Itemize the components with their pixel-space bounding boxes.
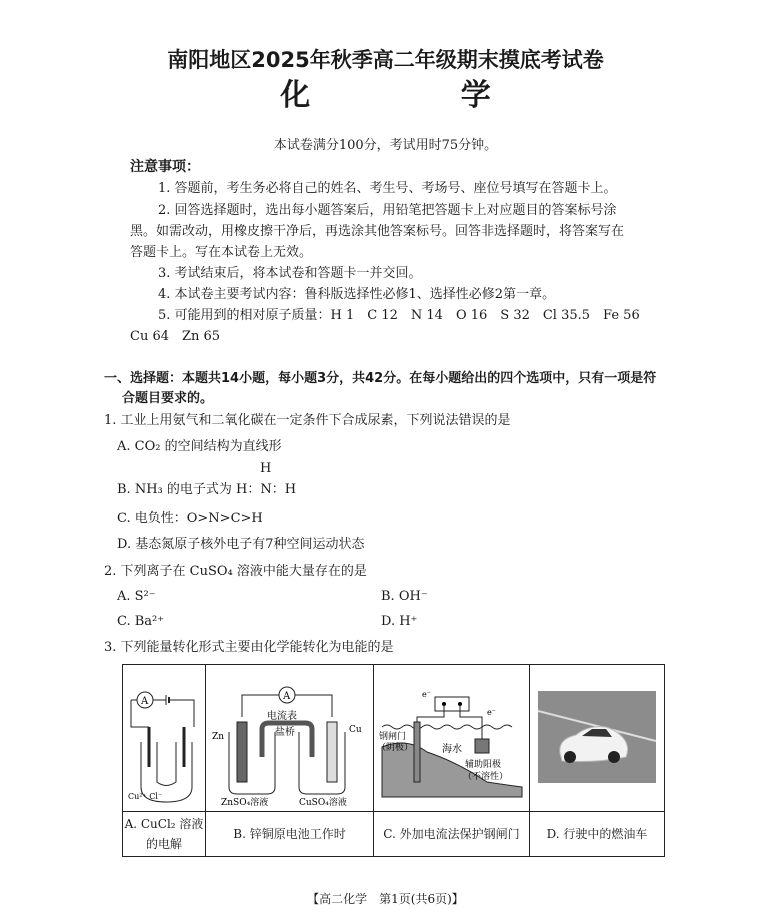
q1-option-b-h: H bbox=[260, 461, 272, 476]
question-3-stem: 3. 下列能量转化形式主要由化学能转化为电能的是 bbox=[104, 640, 394, 655]
svg-text:Cu²⁺ Cl⁻: Cu²⁺ Cl⁻ bbox=[128, 791, 163, 801]
q2-option-b: B. OH⁻ bbox=[381, 589, 428, 604]
q1-option-c: C. 电负性：O>N>C>H bbox=[117, 511, 263, 526]
notice-line: 4. 本试卷主要考试内容：鲁科版选择性必修1、选择性必修2第一章。 bbox=[158, 287, 556, 302]
svg-text:A: A bbox=[283, 690, 291, 702]
svg-text:ZnSO₄溶液: ZnSO₄溶液 bbox=[221, 797, 269, 807]
caption-b: B. 锌铜原电池工作时 bbox=[206, 812, 374, 857]
svg-text:盐桥: 盐桥 bbox=[275, 726, 295, 738]
figure-electrolysis bbox=[123, 665, 206, 812]
svg-text:辅助阳极: 辅助阳极 bbox=[464, 759, 501, 770]
figure-cathodic-protection bbox=[374, 665, 530, 812]
notice-line: 答题卡上。写在本试卷上无效。 bbox=[130, 245, 313, 260]
caption-d: D. 行驶中的燃油车 bbox=[530, 812, 665, 857]
figure-car-photo bbox=[530, 665, 665, 812]
svg-text:（不溶性）: （不溶性） bbox=[462, 771, 508, 782]
q2-option-d: D. H⁺ bbox=[381, 614, 418, 629]
notice-heading: 注意事项： bbox=[130, 159, 200, 175]
galvanic-cell-diagram-icon bbox=[207, 667, 372, 807]
q1-option-d: D. 基态氮原子核外电子有7种空间运动状态 bbox=[117, 537, 365, 552]
q1-option-a: A. CO₂ 的空间结构为直线形 bbox=[117, 439, 282, 454]
exam-intro: 本试卷满分100分，考试用时75分钟。 bbox=[273, 138, 498, 153]
svg-text:e⁻: e⁻ bbox=[421, 689, 431, 699]
figure-galvanic-cell bbox=[206, 665, 374, 812]
svg-text:（阴极）: （阴极） bbox=[376, 742, 413, 753]
notice-line: 2. 回答选择题时，选出每小题答案后，用铅笔把答题卡上对应题目的答案标号涂 bbox=[158, 203, 617, 218]
svg-text:CuSO₄溶液: CuSO₄溶液 bbox=[299, 797, 347, 807]
svg-text:电流表: 电流表 bbox=[267, 710, 297, 722]
section-heading-cont: 合题目要求的。 bbox=[122, 391, 214, 406]
cathodic-protection-diagram-icon bbox=[377, 667, 527, 807]
svg-text:Zn: Zn bbox=[212, 731, 225, 742]
exam-title: 南阳地区2025年秋季高二年级期末摸底考试卷 bbox=[167, 48, 604, 72]
question-1-stem: 1. 工业上用氨气和二氧化碳在一定条件下合成尿素，下列说法错误的是 bbox=[104, 413, 511, 428]
svg-text:e⁻: e⁻ bbox=[486, 707, 496, 717]
svg-text:Cu: Cu bbox=[349, 724, 362, 735]
notice-line: 1. 答题前，考生务必将自己的姓名、考生号、考场号、座位号填写在答题卡上。 bbox=[158, 181, 617, 196]
electrolysis-diagram-icon bbox=[124, 667, 204, 807]
page-footer: 【高二化学 第1页(共6页)】 bbox=[307, 892, 464, 906]
q2-option-c: C. Ba²⁺ bbox=[117, 614, 165, 629]
q3-options-table bbox=[122, 664, 665, 857]
caption-a: A. CuCl₂ 溶液的电解 bbox=[123, 812, 206, 857]
notice-line: 3. 考试结束后，将本试卷和答题卡一并交回。 bbox=[158, 266, 422, 281]
question-2-stem: 2. 下列离子在 CuSO₄ 溶液中能大量存在的是 bbox=[104, 564, 367, 579]
svg-text:海水: 海水 bbox=[441, 743, 462, 755]
q1-option-b: B. NH₃ 的电子式为 H：N：H bbox=[117, 482, 297, 497]
caption-c: C. 外加电流法保护钢闸门 bbox=[374, 812, 530, 857]
section-heading: 一、选择题：本题共14小题，每小题3分，共42分。在每小题给出的四个选项中，只有一项是符 bbox=[104, 371, 657, 386]
car-photo bbox=[538, 691, 656, 783]
notice-line: 5. 可能用到的相对原子质量：H 1 C 12 N 14 O 16 S 32 Cl 35.5 Fe 56 bbox=[158, 308, 640, 323]
notice-line: 黑。如需改动，用橡皮擦干净后，再选涂其他答案标号。回答非选择题时，将答案写在 bbox=[130, 224, 625, 239]
q2-option-a: A. S²⁻ bbox=[117, 589, 156, 604]
subject-title: 化 学 bbox=[280, 78, 561, 113]
notice-line: Cu 64 Zn 65 bbox=[130, 329, 221, 344]
svg-text:A: A bbox=[141, 695, 149, 707]
svg-text:钢闸门: 钢闸门 bbox=[378, 731, 406, 742]
